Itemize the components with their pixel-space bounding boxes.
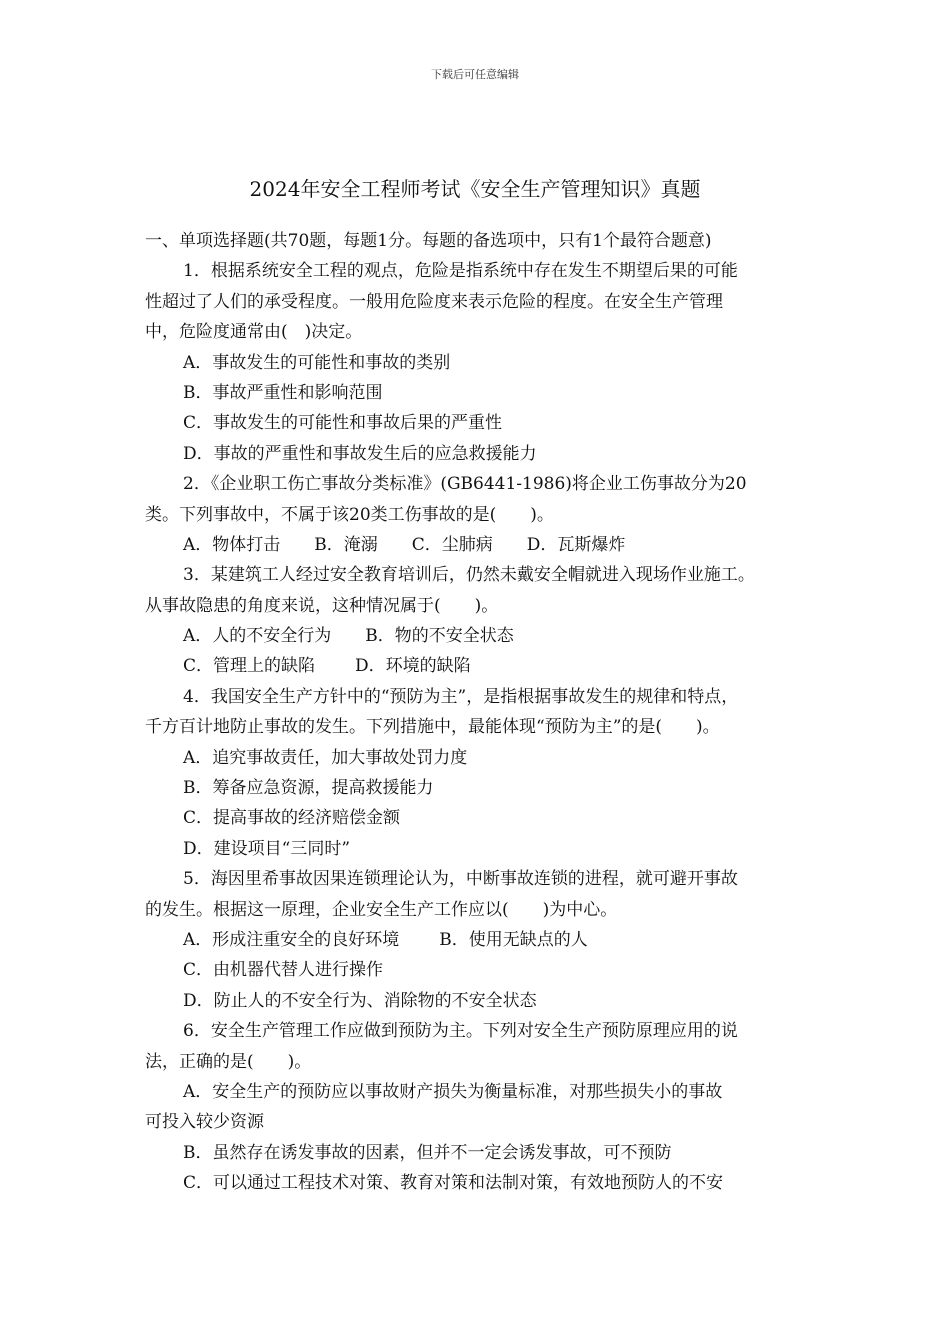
question-3-option-b: B．物的不安全状态 [365,626,514,647]
question-5-option-a: A．形成注重安全的良好环境 [183,929,400,950]
question-2-text: 类。下列事故中，不属于该20类工伤事故的是( )。 [145,504,554,525]
question-6-option-c: C．可以通过工程技术对策、教育对策和法制对策，有效地预防人的不安 [183,1173,724,1194]
question-1-text: 1．根据系统安全工程的观点，危险是指系统中存在发生不期望后果的可能 [183,261,738,282]
document-body [145,226,817,1199]
question-4-text: 千方百计地防止事故的发生。下列措施中，最能体现“预防为主”的是( )。 [145,717,720,738]
question-1-option-b: B．事故严重性和影响范围 [183,382,383,403]
question-6-option-b: B．虽然存在诱发事故的因素，但并不一定会诱发事故，可不预防 [183,1142,672,1163]
question-5-option-d: D．防止人的不安全行为、消除物的不安全状态 [183,990,537,1011]
section-heading: 一、单项选择题(共70题，每题1分。每题的备选项中，只有1个最符合题意) [145,231,712,251]
question-4-option-d: D．建设项目“三同时” [183,838,351,859]
question-3-option-d: D．环境的缺陷 [355,656,471,677]
question-1-text: 中，危险度通常由( )决定。 [145,322,363,343]
question-2-text: 2．《企业职工伤亡事故分类标准》(GB6441-1986)将企业工伤事故分为20 [183,474,747,495]
question-6-option-a: A．安全生产的预防应以事故财产损失为衡量标准，对那些损失小的事故 [183,1081,723,1102]
question-5-text: 的发生。根据这一原理，企业安全生产工作应以( )为中心。 [145,899,618,920]
question-1-text: 性超过了人们的承受程度。一般用危险度来表示危险的程度。在安全生产管理 [145,291,723,312]
question-1-option-a: A．事故发生的可能性和事故的类别 [183,352,451,373]
question-3-options-row-2 [145,651,817,681]
question-4-option-c: C．提高事故的经济赔偿金额 [183,808,401,829]
question-5-option-c: C．由机器代替人进行操作 [183,960,384,981]
question-2-option-d: D．瓦斯爆炸 [526,534,626,555]
question-5-options-row-1 [145,925,817,955]
question-5-text: 5．海因里希事故因果连锁理论认为，中断事故连锁的进程，就可避开事故 [183,869,738,890]
header-note: 下载后可任意编辑 [431,68,519,81]
question-4-option-a: A．追究事故责任，加大事故处罚力度 [183,747,468,768]
question-6-text: 法，正确的是( )。 [145,1051,312,1072]
question-1-option-d: D．事故的严重性和事故发生后的应急救援能力 [183,443,537,464]
question-2-options [145,530,817,560]
question-3-options-row-1 [145,621,817,651]
question-2-option-c: C．尘肺病 [411,534,493,555]
question-4-text: 4．我国安全生产方针中的“预防为主”，是指根据事故发生的规律和特点， [183,686,739,707]
question-6-option-a-continued: 可投入较少资源 [145,1112,264,1133]
question-3-option-c: C．管理上的缺陷 [183,656,316,677]
question-5-option-b: B．使用无缺点的人 [439,929,588,950]
question-1-option-c: C．事故发生的可能性和事故后果的严重性 [183,413,503,434]
question-2-option-b: B．淹溺 [314,534,378,555]
question-4-option-b: B．筹备应急资源，提高救援能力 [183,778,434,799]
page-title: 2024年安全工程师考试《安全生产管理知识》真题 [249,177,701,201]
question-2-option-a: A．物体打击 [183,534,281,555]
question-3-text: 3．某建筑工人经过安全教育培训后，仍然未戴安全帽就进入现场作业施工。 [183,565,755,586]
question-3-text: 从事故隐患的角度来说，这种情况属于( )。 [145,595,499,616]
question-3-option-a: A．人的不安全行为 [183,626,332,647]
question-6-text: 6．安全生产管理工作应做到预防为主。下列对安全生产预防原理应用的说 [183,1021,738,1042]
